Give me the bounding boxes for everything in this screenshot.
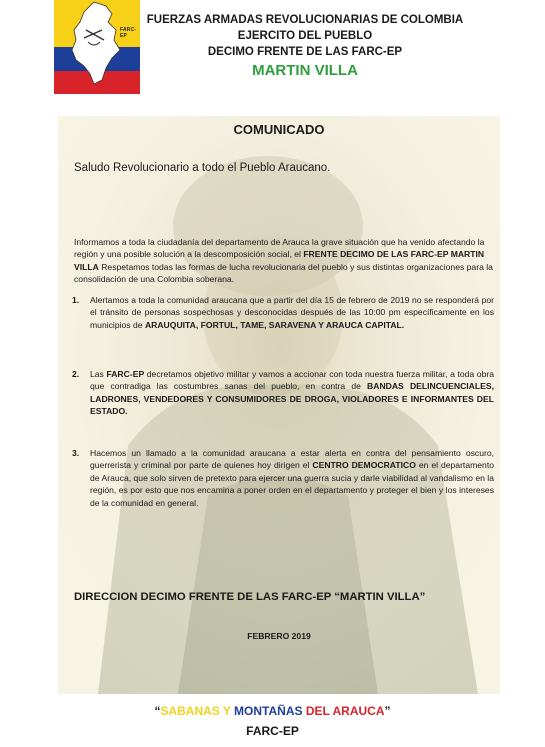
front-title: MARTIN VILLA	[252, 62, 358, 79]
logo-text: FARC-EP	[120, 27, 137, 39]
communique-title: COMUNICADO	[233, 122, 325, 137]
org-subtitle: EJERCITO DEL PUEBLO	[237, 30, 373, 42]
list-item: 2. Las FARC-EP decretamos objetivo militar y vamos a accionar con toda nuestra fuerza militar, a toda obra que contradiga las costumbres sanas del pueblo, en contra de BANDAS DELINCUENCIALES, LADRONES, VENDEDORES Y CONSUMIDORES DE DROGA, VIOLADORES E INFORMANTES DEL ESTADO.	[72, 369, 494, 417]
list-item: 1. Alertamos a toda la comunidad araucana que a partir del día 15 de febrero de 2019 no se responderá por el tránsito de personas sospechosas y desconocidas después de las 10:00 pm específicamente en los municipios de ARAUQUITA, FORTUL, TAME, SARAVENA Y ARAUCA CAPITAL.	[72, 295, 494, 330]
communique-panel	[58, 116, 500, 694]
colombia-map-icon	[54, 0, 140, 94]
footer-org: FARC-EP	[246, 724, 299, 738]
slogan: “SABANAS Y MONTAÑAS DEL ARAUCA”	[154, 704, 391, 718]
date: FEBRERO 2019	[247, 631, 311, 641]
signature: DIRECCION DECIMO FRENTE DE LAS FARC-EP “MARTIN VILLA”	[74, 591, 426, 603]
intro-paragraph: Informamos a toda la ciudadanía del departamento de Arauca la grave situación que ha venido afectando la región y una posible solución a la descomposición social, el FRENTE DECIMO DE LAS FARC-EP MARTIN VILLA Respetamos todas las formas de lucha revolucionaria del pueblo y sus distintas organizaciones para la consolidación de una Colombia soberana.	[74, 237, 493, 285]
farc-logo	[54, 0, 140, 94]
front-name: DECIMO FRENTE DE LAS FARC-EP	[207, 46, 403, 58]
list-item: 3. Hacemos un llamado a la comunidad araucana a estar alerta en contra del pensamiento oscuro, guerrerista y criminal por parte de quienes hoy dirigen el CENTRO DEMOCRATICO en el departamento de Arauca, que solo sirven de pretexto para ejercer una guerra sucia y darle viabilidad al vandalismo en la región, es por esto que nos encamina a poner orden en el departamento y proteger el bien y los intereses de la comunidad en general.	[72, 448, 494, 508]
org-name: FUERZAS ARMADAS REVOLUCIONARIAS DE COLOMBIA	[146, 14, 464, 26]
greeting: Saludo Revolucionario a todo el Pueblo Araucano.	[74, 162, 331, 174]
